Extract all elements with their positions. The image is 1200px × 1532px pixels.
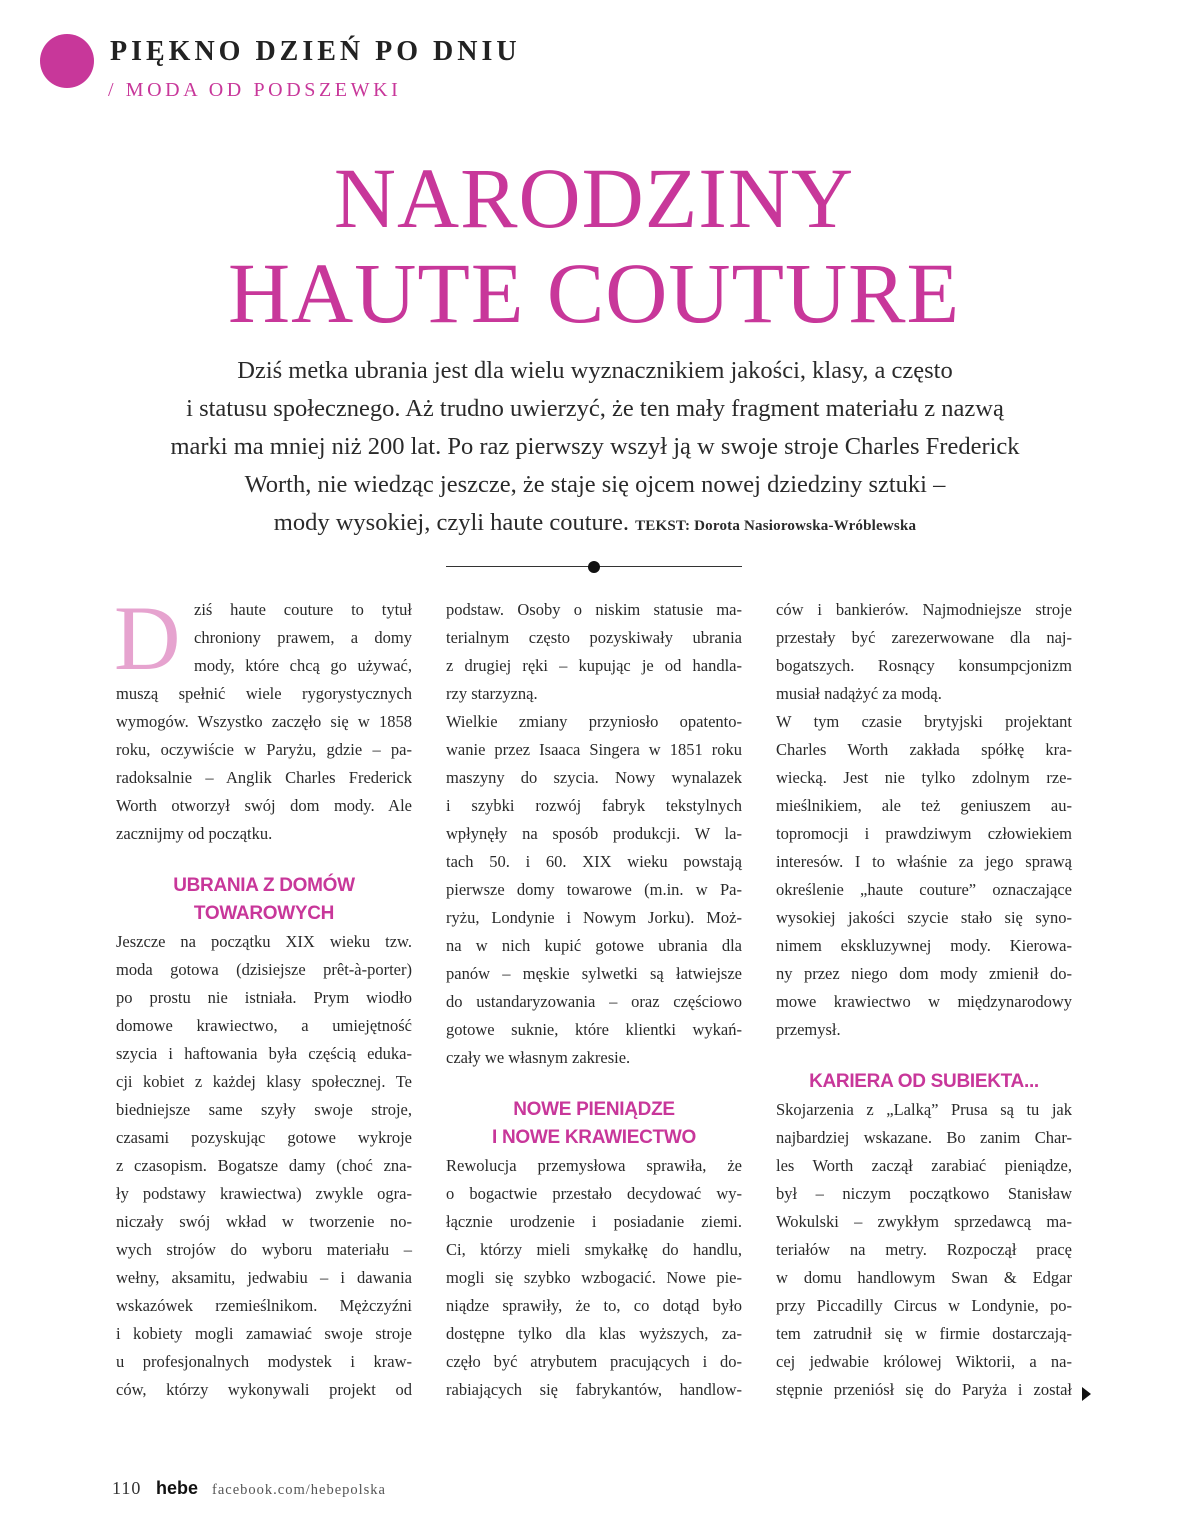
body-line: interesów. I to właśnie za jego sprawą [776,852,1072,871]
body-line: czały we własnym zakresie. [446,1048,631,1067]
body-line: na w nich kupić gotowe ubrania dla [446,936,742,955]
body-line: ryżu, Londynie i Nowym Jorku). Moż- [446,908,742,927]
body-line: mowe krawiectwo w międzynarodowy [776,992,1072,1011]
body-line: przemysł. [776,1020,841,1039]
body-paragraph [446,1152,742,1404]
subheading [116,872,412,928]
body-line: wymogów. Wszystko zaczęło się w 1858 [116,712,412,731]
article-lead [120,352,1070,545]
body-line: do ustandaryzowania – oraz częściowo [446,992,742,1011]
body-line: i kobiety mogli zamawiać swoje stroje [116,1324,412,1343]
body-line: wpłynęły na sposób produkcji. W la- [446,824,742,843]
section-marker-dot [40,34,94,88]
body-line: zacznijmy od początku. [116,824,273,843]
body-line: tem zatrudnił się w firmie dostarczają- [776,1324,1072,1343]
lead-line: Worth, nie wiedząc jeszcze, że staje się ojcem nowej dziedziny sztuki – [244,471,946,498]
subheading-line: I NOWE KRAWIECTWO [492,1127,696,1148]
body-line: określenie „haute couture” oznaczające [776,880,1072,899]
drop-cap: D [114,587,181,689]
body-line: ziś haute couture to tytuł [194,600,412,619]
body-line: ny przez niego dom mody zmienił do- [776,964,1072,983]
article-column-2 [446,596,742,1404]
body-line: wełny, aksamitu, jedwabiu – i dawania [116,1268,412,1287]
author-credit [635,518,916,534]
subheading-line: KARIERA OD SUBIEKTA... [809,1071,1039,1092]
page-number: 110 [112,1478,142,1498]
body-line: teriałów na metry. Rozpoczął pracę [776,1240,1072,1259]
body-line: muszą spełnić wiele rygorystycznych [116,684,412,703]
body-line: i szybki rozwój fabryk tekstylnych [446,796,742,815]
body-line: wysokiej jakości szycie stało się syno- [776,908,1072,927]
body-line: domowe krawiectwo, a umiejętność [116,1016,412,1035]
brand-logo: hebe [156,1478,199,1498]
body-line: mieślnikiem, ale też geniuszem au- [776,796,1072,815]
body-line: w domu handlowym Swan & Edgar [776,1268,1072,1287]
body-line: terialnym często pozyskiwały ubrania [446,628,742,647]
body-line: Ci, którzy mieli smykałkę do handlu, [446,1240,742,1259]
body-line: mody, które chcą go używać, [194,656,412,675]
body-line: Rewolucja przemysłowa sprawiła, że [446,1156,742,1175]
body-paragraph [776,1096,1072,1404]
article-title-line-1: NARODZINY [333,150,855,246]
body-line: wskazówek rzemieślnikom. Mężczyźni [116,1296,412,1315]
subheading [446,1096,742,1152]
body-line: les Worth zaczął zarabiać pieniądze, [776,1156,1072,1175]
body-line: cji kobiet z każdej klasy społecznej. Te [116,1072,412,1091]
body-line: rabiających się fabrykantów, handlow- [446,1380,742,1399]
body-line: tach 50. i 60. XIX wieku powstają [446,852,742,871]
body-line: nimem ekskluzywnej mody. Kierowa- [776,936,1072,955]
body-line: Charles Worth zakłada spółkę kra- [776,740,1072,759]
body-line: pierwsze domy towarowe (m.in. w Pa- [446,880,742,899]
body-line: z drugiej ręki – kupując je od handla- [446,656,742,675]
article-column-1 [114,587,412,1404]
body-line: po prostu nie istniała. Prym wiodło [116,988,412,1007]
body-line: o bogactwie przestało decydować wy- [446,1184,742,1203]
body-line: dostępne tylko dla klas wyższych, za- [446,1324,742,1343]
article-column-3 [776,596,1072,1404]
body-line: moda gotowa (dzisiejsze prêt-à-porter) [116,960,412,979]
body-line: czasami pozyskując gotowe wykroje [116,1128,412,1147]
body-paragraph [446,596,742,708]
body-paragraph [776,596,1072,708]
body-paragraph [446,708,742,1072]
body-line: Skojarzenia z „Lalką” Prusa są tu jak [776,1100,1072,1119]
body-paragraph [116,928,412,1404]
lead-line-last [120,504,1070,545]
body-line: przestały być zarezerwowane dla naj- [776,628,1072,647]
subheading-line: TOWAROWYCH [193,903,335,924]
body-line: szycia i haftowania była częścią eduka- [116,1044,412,1063]
body-line: gotowe suknie, które klientki wykań- [446,1020,742,1039]
body-line: cej jedwabie królowej Wiktorii, a na- [776,1352,1072,1371]
subheading [776,1068,1072,1096]
body-line: stępnie przeniósł się do Paryża i został [776,1380,1072,1399]
subheading-line: UBRANIA Z DOMÓW [173,875,355,896]
body-line: W tym czasie brytyjski projektant [776,712,1072,731]
credit-label: TEKST: [635,518,691,534]
body-line: łącznie urodzenie i posiadanie ziemi. [446,1212,742,1231]
body-line: niczały swój wkład w tworzenie no- [116,1212,412,1231]
body-line: u profesjonalnych modystek i kraw- [116,1352,412,1371]
body-line: częło być atrybutem pracujących i do- [446,1352,742,1371]
section-subtitle: / MODA OD PODSZEWKI [108,79,402,101]
article-title-line-2: HAUTE COUTURE [228,245,960,341]
body-line: Worth otworzył swój dom mody. Ale [116,796,412,815]
continue-arrow-icon [1082,1387,1091,1401]
body-line: bogatszych. Rosnący konsumpcjonizm [776,656,1072,675]
body-line: ców, którzy wykonywali projekt od [116,1380,412,1399]
credit-author: Dorota Nasiorowska-Wróblewska [694,518,917,534]
body-line: chroniony prawem, a domy [194,628,412,647]
subheading-line: NOWE PIENIĄDZE [513,1099,675,1120]
body-line: Wokulski – zwykłym sprzedawcą ma- [776,1212,1072,1231]
body-line: mogli się szybko wzbogacić. Nowe pie- [446,1268,742,1287]
lead-line: Dziś metka ubrania jest dla wielu wyznacznikiem jakości, klasy, a często [237,357,953,384]
body-line: maszyny do szycia. Nowy wynalazek [446,768,742,787]
body-line: z czasopism. Bogatsze damy (choć zna- [116,1156,412,1175]
body-line: ców i bankierów. Najmodniejsze stroje [776,600,1072,619]
body-line: podstaw. Osoby o niskim statusie ma- [446,600,742,619]
lead-line-text: mody wysokiej, czyli haute couture. [273,509,629,536]
body-line: Wielkie zmiany przyniosło opatento- [446,712,742,731]
body-line: ły podstawy krawiectwa) zwykle ogra- [116,1184,412,1203]
social-link[interactable]: facebook.com/hebepolska [212,1482,386,1498]
body-line: radoksalnie – Anglik Charles Frederick [116,768,412,787]
body-line: wiecką. Jest nie tylko zdolnym rze- [776,768,1072,787]
body-paragraph [776,708,1072,1044]
body-line: wanie przez Isaaca Singera w 1851 roku [446,740,742,759]
body-line: był – niczym początkowo Stanisław [776,1184,1072,1203]
body-line: rzy starzyzną. [446,684,538,703]
section-title: PIĘKNO DZIEŃ PO DNIU [110,36,521,67]
body-line: Jeszcze na początku XIX wieku tzw. [116,932,412,951]
lead-line: i statusu społecznego. Aż trudno uwierzyć, że ten mały fragment materiału z nazwą [186,395,1004,422]
separator-dot [588,561,600,573]
body-line: roku, oczywiście w Paryżu, gdzie – pa- [116,740,412,759]
body-line: niądze sprawiły, że to, co dotąd było [446,1296,742,1315]
body-line: biedniejsze same szyły swoje stroje, [116,1100,412,1119]
body-line: panów – męskie sylwetki są łatwiejsze [446,964,742,983]
lead-line: marki ma mniej niż 200 lat. Po raz pierwszy wszył ją w swoje stroje Charles Frederick [170,433,1020,460]
body-line: wych strojów do wyboru materiału – [116,1240,412,1259]
body-line: przy Piccadilly Circus w Londynie, po- [776,1296,1072,1315]
body-line: topromocji i prawdziwym człowiekiem [776,824,1072,843]
body-line: najbardziej wskazane. Bo zanim Char- [776,1128,1072,1147]
body-line: musiał nadążyć za modą. [776,684,942,703]
